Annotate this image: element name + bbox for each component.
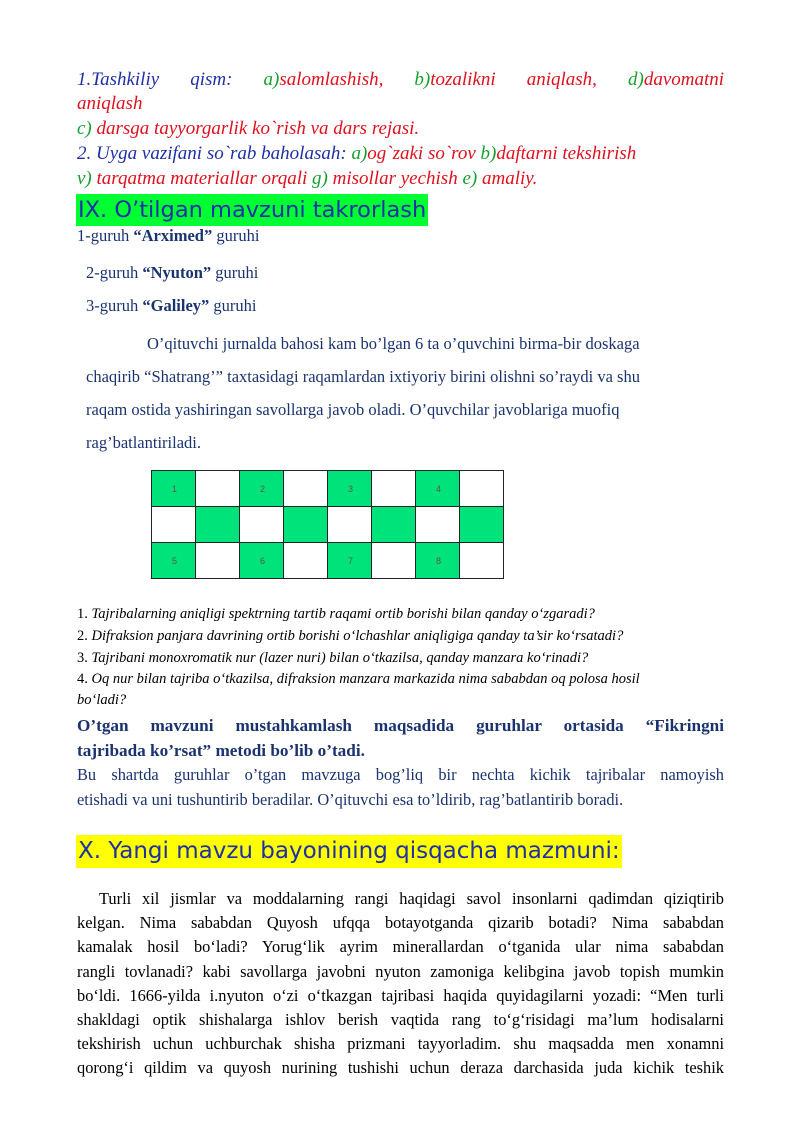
- heading-new-topic: X. Yangi mavzu bayonining qisqacha mazmuni:: [76, 835, 622, 868]
- board-cell-7[interactable]: 7: [328, 543, 372, 579]
- board-cell-3[interactable]: 3: [328, 471, 372, 507]
- board-row-3: [152, 543, 504, 579]
- question-4-continuation: bo‘ladi?: [77, 692, 127, 708]
- question-4: 4. Oq nur bilan tajriba o‘tkazilsa, difraksion manzara markazida nima sababdan oq polosa hosil: [77, 671, 640, 687]
- plan-line-3: c) darsga tayyorgarlik ko`rish va dars rejasi.: [77, 118, 420, 139]
- plan-item-d: d)davomatni: [628, 69, 725, 90]
- board-cell: [196, 471, 240, 507]
- plan-line-5: v) tarqatma materiallar orqali g) misollar yechish e) amaliy.: [77, 168, 538, 189]
- plan-homework-heading: 2. Uyga vazifani so`rab baholasah:: [77, 143, 347, 164]
- board-cell: [284, 507, 328, 543]
- board-cell-8[interactable]: 8: [416, 543, 460, 579]
- plan-item-a: a)salomlashish,: [263, 69, 384, 90]
- board-cell: [196, 543, 240, 579]
- board-cell: [328, 507, 372, 543]
- question-1: 1. Tajribalarning aniqligi spektrning tartib raqami ortib borishi bilan qanday o‘zgaradi?: [77, 606, 595, 622]
- plan-item-b: b)tozalikni aniqlash,: [414, 69, 597, 90]
- topic-paragraph: Turli xil jismlar va moddalarning rangi haqidagi savol insonlarni qadimdan qiziqtirib kelgan. Nima sababdan Quyosh ufqqa botayotganda qizarib botadi? Nima sababdan kamalak hosil bo‘ladi? Yorug‘lik ayrim minerallardan o‘tganida ular nima sababdan rangli tovlanadi? kabi savollarga javobni nyuton zamoniga kelibgina javob topish mumkin bo‘ldi. 1666-yilda i.nyuton o‘zi o‘tkazgan tajribasi haqida quyidagilarni yozadi: “Men turli shakldagi optik shishalarga ishlov berish vaqtida rang to‘g‘risidagi ma’lum hodisalarni tekshirish uchun uchburchak shisha prizmani tayyorladim. shu maqsadda men xonamni qorong‘i qildim va quyosh nurining tushishi uchun deraza darchasida juda kichik teshik: [77, 889, 724, 1078]
- plan-line-4: 2. Uyga vazifani so`rab baholasah: a)og`zaki so`rov b)daftarni tekshirish: [77, 143, 637, 164]
- board-cell-6[interactable]: 6: [240, 543, 284, 579]
- board-cell: [284, 543, 328, 579]
- board-cell: [460, 471, 504, 507]
- board-cell: [240, 507, 284, 543]
- plan-line-2: aniqlash: [77, 93, 143, 114]
- plan-organizational-heading: 1.Tashkiliy qism:: [77, 69, 233, 90]
- question-3: 3. Tajribani monoxromatik nur (lazer nuri) bilan o‘tkazilsa, qanday manzara ko‘rinadi?: [77, 650, 589, 666]
- board-cell-1[interactable]: 1: [152, 471, 196, 507]
- heading-review: IX. O’tilgan mavzuni takrorlash: [76, 194, 428, 226]
- board-cell-5[interactable]: 5: [152, 543, 196, 579]
- board-cell: [372, 471, 416, 507]
- board-cell: [372, 507, 416, 543]
- board-cell: [460, 543, 504, 579]
- board-row-2: [152, 507, 504, 543]
- teacher-paragraph: O’qituvchi jurnalda bahosi kam bo’lgan 6 ta o’quvchini birma-bir doskaga chaqirib “Shatrang’” taxtasidagi raqamlardan ixtiyoriy birini olishni so’raydi va shu raqam ostida yashiringan savollarga javob oladi. O’quvchilar javoblariga muofiq rag’batlantiriladi.: [86, 334, 640, 452]
- method-paragraph: O’tgan mavzuni mustahkamlash maqsadida guruhlar ortasida “Fikringni tajribada ko’rsat” metodi bo’lib o’tadi.: [77, 716, 724, 760]
- group-2: 2-guruh “Nyuton” guruhi: [86, 263, 259, 282]
- chess-board: [151, 470, 504, 579]
- board-cell-2[interactable]: 2: [240, 471, 284, 507]
- board-cell-4[interactable]: 4: [416, 471, 460, 507]
- board-row-1: [152, 471, 504, 507]
- experiment-paragraph: Bu shartda guruhlar o’tgan mavzuga bog’liq bir nechta kichik tajribalar namoyish etishadi va uni tushuntirib beradilar. O’qituvchi esa to’ldirib, rag’batlantirib boradi.: [77, 765, 724, 809]
- plan-line-1: [77, 69, 724, 91]
- board-cell: [284, 471, 328, 507]
- board-cell: [372, 543, 416, 579]
- group-3: 3-guruh “Galiley” guruhi: [86, 296, 257, 315]
- board-cell: [152, 507, 196, 543]
- question-2: 2. Difraksion panjara davrining ortib borishi o‘lchashlar aniqligiga qanday ta’sir ko‘rsatadi?: [77, 628, 624, 644]
- group-1: 1-guruh “Arximed” guruhi: [77, 226, 260, 245]
- board-cell: [460, 507, 504, 543]
- board-cell: [196, 507, 240, 543]
- board-cell: [416, 507, 460, 543]
